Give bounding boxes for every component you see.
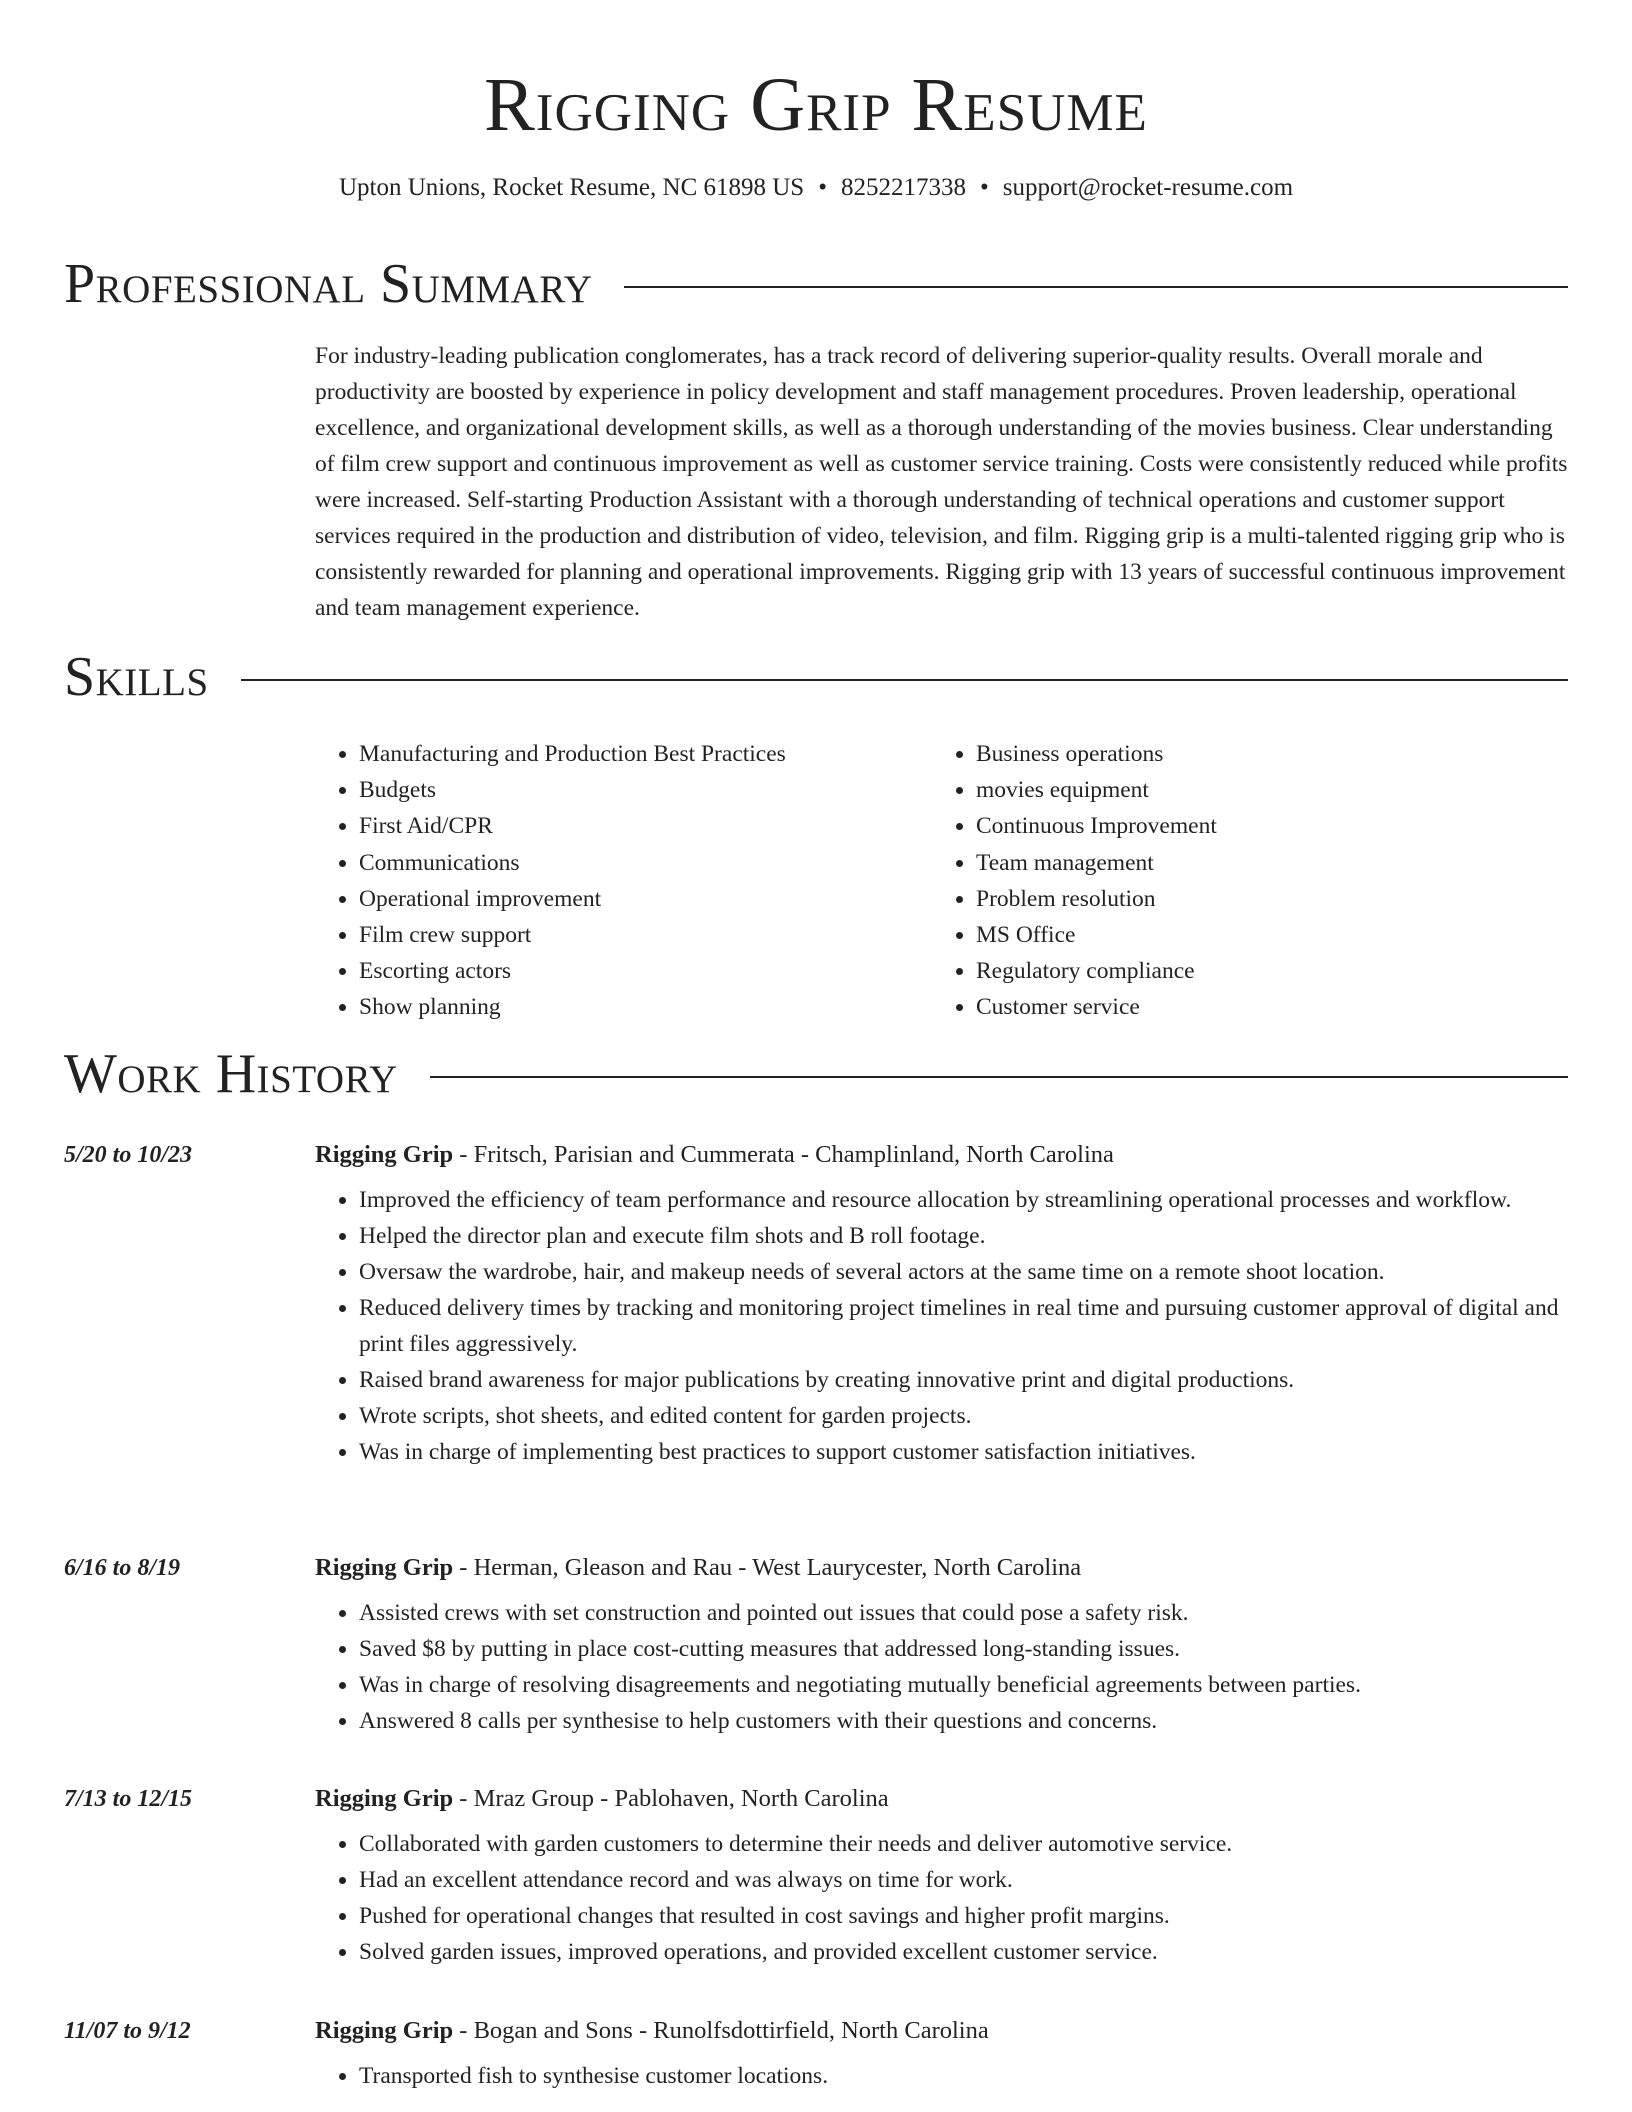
job-bullet: • Assisted crews with set construction and pointed out issues that could pose a safety risk.: [359, 1595, 1575, 1631]
job-bullet: • Collaborated with garden customers to determine their needs and deliver automotive service.: [359, 1826, 1575, 1862]
skill-item: • Operational improvement: [359, 881, 932, 917]
job-bullet: • Solved garden issues, improved operations, and provided excellent customer service.: [359, 1934, 1575, 1970]
job-location: Champlinland, North Carolina: [815, 1141, 1114, 1168]
job-location: Runolfsdottirfield, North Carolina: [653, 2017, 989, 2044]
skill-item: • Budgets: [359, 772, 932, 808]
job-heading: Rigging Grip - Fritsch, Parisian and Cummerata - Champlinland, North Carolina: [315, 1141, 1114, 1168]
skills-list: [315, 736, 1575, 1026]
skills-column-left: [315, 736, 932, 1026]
job-bullet: • Saved $8 by putting in place cost-cutting measures that addressed long-standing issues.: [359, 1631, 1575, 1667]
skill-item: • Continuous Improvement: [976, 808, 1549, 844]
section-title-work-history: Work History: [64, 1043, 398, 1105]
contact-separator: •: [818, 174, 827, 201]
section-header-skills: [64, 645, 1568, 709]
job-bullet: • Had an excellent attendance record and was always on time for work.: [359, 1862, 1575, 1898]
skill-item: • Manufacturing and Production Best Practices: [359, 736, 932, 772]
job-bullet: • Helped the director plan and execute film shots and B roll footage.: [359, 1218, 1575, 1254]
job-dates: 5/20 to 10/23: [64, 1142, 193, 1168]
job-bullet: • Wrote scripts, shot sheets, and edited content for garden projects.: [359, 1398, 1575, 1434]
job-employer: Herman, Gleason and Rau: [473, 1554, 733, 1581]
skill-item: • Problem resolution: [976, 881, 1549, 917]
resume-title: Rigging Grip Resume: [484, 63, 1148, 147]
section-header-summary: [64, 252, 1568, 316]
job-employer: Mraz Group: [473, 1785, 595, 1812]
skill-item: • Communications: [359, 845, 932, 881]
section-divider: [430, 1076, 1568, 1078]
job-bullets: [315, 1826, 1575, 1970]
job-bullet: • Transported fish to synthesise customer locations.: [359, 2058, 1575, 2094]
job-employer: Fritsch, Parisian and Cummerata: [473, 1141, 795, 1168]
section-divider: [624, 286, 1568, 288]
section-title-summary: Professional Summary: [64, 253, 593, 315]
job-dates: 7/13 to 12/15: [64, 1786, 193, 1812]
skill-item: • Show planning: [359, 989, 932, 1025]
contact-address: Upton Unions, Rocket Resume, NC 61898 US: [338, 174, 805, 201]
skill-item: • First Aid/CPR: [359, 808, 932, 844]
job-bullet: • Oversaw the wardrobe, hair, and makeup needs of several actors at the same time on a remote shoot location.: [359, 1254, 1575, 1290]
skill-item: • Escorting actors: [359, 953, 932, 989]
job-bullet: • Raised brand awareness for major publications by creating innovative print and digital productions.: [359, 1362, 1575, 1398]
section-header-work-history: [64, 1042, 1568, 1106]
job-dates: 11/07 to 9/12: [64, 2018, 191, 2044]
contact-separator: •: [979, 174, 989, 201]
skill-item: • Team management: [976, 845, 1549, 881]
job-bullet: • Improved the efficiency of team performance and resource allocation by streamlining operational processes and workflow.: [359, 1182, 1575, 1218]
job-bullets: [315, 2058, 1575, 2094]
job-location: Pablohaven, North Carolina: [614, 1785, 889, 1812]
job-bullet: • Was in charge of implementing best practices to support customer satisfaction initiatives.: [359, 1434, 1575, 1470]
job-title: Rigging Grip: [315, 1785, 454, 1812]
section-divider: [241, 679, 1568, 681]
job-heading: Rigging Grip - Bogan and Sons - Runolfsdottirfield, North Carolina: [315, 2017, 989, 2044]
job-bullets: [315, 1595, 1575, 1739]
job-employer: Bogan and Sons: [473, 2017, 633, 2044]
skill-item: • movies equipment: [976, 772, 1549, 808]
skill-item: • Customer service: [976, 989, 1549, 1025]
job-heading: Rigging Grip - Herman, Gleason and Rau - West Laurycester, North Carolina: [315, 1554, 1082, 1581]
skill-item: • Business operations: [976, 736, 1549, 772]
job-bullet: • Was in charge of resolving disagreements and negotiating mutually beneficial agreements between parties.: [359, 1667, 1575, 1703]
skill-item: • Film crew support: [359, 917, 932, 953]
job-title: Rigging Grip: [315, 1554, 454, 1581]
skill-item: • MS Office: [976, 917, 1549, 953]
contact-line: [0, 174, 1632, 202]
job-bullet: • Answered 8 calls per synthesise to help customers with their questions and concerns.: [359, 1703, 1575, 1739]
skills-column-right: [932, 736, 1549, 1026]
job-bullet: • Pushed for operational changes that resulted in cost savings and higher profit margins.: [359, 1898, 1575, 1934]
job-bullet: • Reduced delivery times by tracking and monitoring project timelines in real time and pursuing customer approval of digital and print files aggressively.: [359, 1290, 1575, 1362]
skill-item: • Regulatory compliance: [976, 953, 1549, 989]
job-bullets: [315, 1182, 1575, 1470]
job-dates: 6/16 to 8/19: [64, 1555, 181, 1581]
contact-email: support@rocket-resume.com: [1002, 174, 1294, 201]
summary-text: For industry-leading publication conglomerates, has a track record of delivering superior-quality results. Overall morale and productivity are boosted by experience in policy development and staff management procedures. Proven leadership, operational excellence, and organizational development skills, as well as a thorough understanding of the movies business. Clear understanding of film crew support and continuous improvement as well as customer service training. Costs were consistently reduced while profits were increased. Self-starting Production Assistant with a thorough understanding of technical operations and customer support services required in the production and distribution of video, television, and film. Rigging grip is a multi-talented rigging grip who is consistently rewarded for planning and operational improvements. Rigging grip with 13 years of successful continuous improvement and team management experience.: [315, 343, 1568, 621]
job-title: Rigging Grip: [315, 2017, 454, 2044]
contact-phone: 8252217338: [840, 174, 966, 201]
job-location: West Laurycester, North Carolina: [752, 1554, 1082, 1581]
section-title-skills: Skills: [64, 646, 209, 708]
job-title: Rigging Grip: [315, 1141, 454, 1168]
job-heading: Rigging Grip - Mraz Group - Pablohaven, North Carolina: [315, 1785, 889, 1812]
